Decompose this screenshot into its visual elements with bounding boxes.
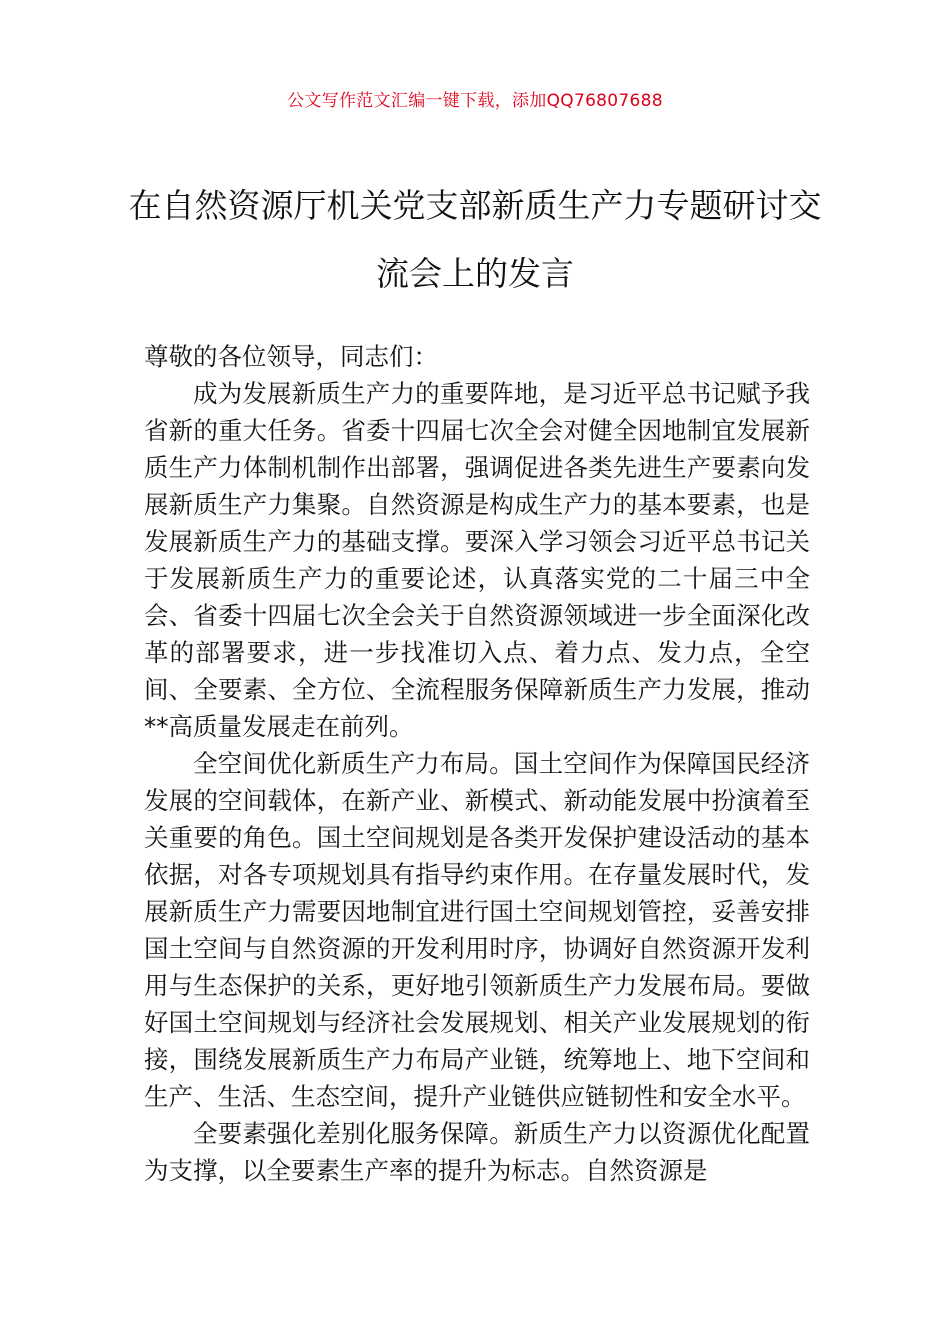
document-body bbox=[144, 338, 810, 1189]
paragraph: 全要素强化差别化服务保障。新质生产力以资源优化配置为支撑，以全要素生产率的提升为标志。自然资源是 bbox=[144, 1119, 810, 1185]
document-title: 在自然资源厅机关党支部新质生产力专题研讨交流会上的发言 bbox=[128, 186, 822, 293]
paragraph: 全空间优化新质生产力布局。国土空间作为保障国民经济发展的空间载体，在新产业、新模式、新动能发展中扮演着至关重要的角色。国土空间规划是各类开发保护建设活动的基本依据，对各专项规划具有指导约束作用。在存量发展时代，发展新质生产力需要因地制宜进行国土空间规划管控，妥善安排国土空间与自然资源的开发利用时序，协调好自然资源开发利用与生态保护的关系，更好地引领新质生产力发展布局。要做好国土空间规划与经济社会发展规划、相关产业发展规划的衔接，围绕发展新质生产力布局产业链，统筹地上、地下空间和生产、生活、生态空间，提升产业链供应链韧性和安全水平。 bbox=[144, 749, 810, 1111]
paragraph: 成为发展新质生产力的重要阵地，是习近平总书记赋予我省新的重大任务。省委十四届七次全会对健全因地制宜发展新质生产力体制机制作出部署，强调促进各类先进生产要素向发展新质生产力集聚。自然资源是构成生产力的基本要素，也是发展新质生产力的基础支撑。要深入学习领会习近平总书记关于发展新质生产力的重要论述，认真落实党的二十届三中全会、省委十四届七次全会关于自然资源领域进一步全面深化改革的部署要求，进一步找准切入点、着力点、发力点，全空间、全要素、全方位、全流程服务保障新质生产力发展，推动**高质量发展走在前列。 bbox=[144, 379, 810, 741]
salutation: 尊敬的各位领导，同志们： bbox=[144, 342, 438, 371]
download-promo-note: 公文写作范文汇编一键下载，添加QQ76807688 bbox=[287, 91, 663, 111]
